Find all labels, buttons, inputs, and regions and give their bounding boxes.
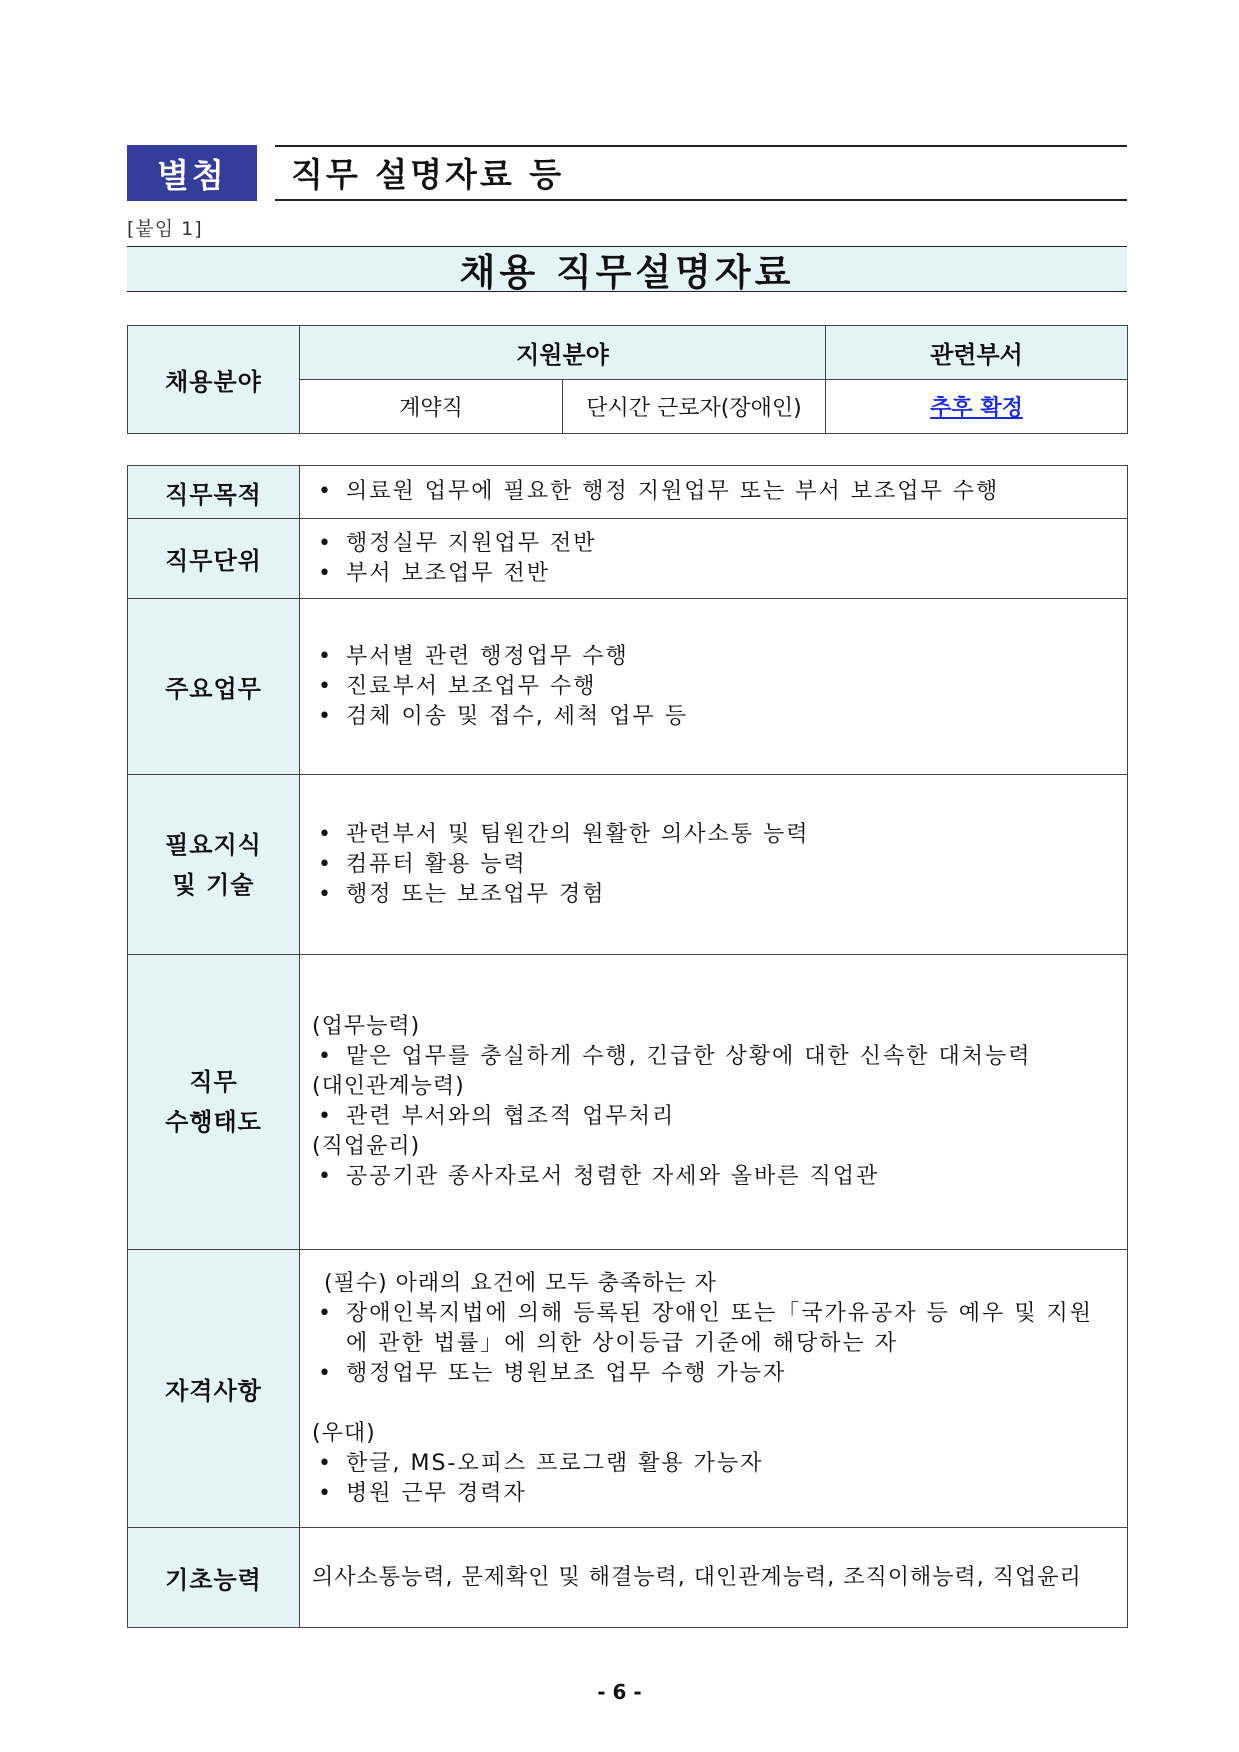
- list-item: • 맡은 업무를 충실하게 수행, 긴급한 상황에 대한 신속한 대처능력: [312, 1042, 1115, 1072]
- list-item: • 관련 부서와의 협조적 업무처리: [312, 1102, 1115, 1132]
- document-title: 채용 직무설명자료: [459, 251, 795, 294]
- attitude-row: [128, 955, 1128, 1250]
- unit-row: [128, 519, 1128, 599]
- list-item: • 행정 또는 보조업무 경험: [312, 880, 1115, 910]
- preferred-heading: (우대): [312, 1420, 376, 1446]
- qualification-label: 자격사항: [128, 1250, 300, 1528]
- attitude-heading: (업무능력): [312, 1014, 421, 1039]
- recruitment-field-table: [127, 325, 1128, 434]
- knowledge-content: [300, 775, 1128, 955]
- attitude-label-line2: 수행태도: [165, 1108, 262, 1136]
- attachment-label: [붙임 1]: [127, 218, 203, 240]
- basic-ability-label: 기초능력: [128, 1528, 300, 1628]
- section-title: 직무 설명자료 등: [291, 155, 565, 194]
- attitude-heading: (대인관계능력): [312, 1074, 465, 1099]
- qualification-row: [128, 1250, 1128, 1528]
- list-item: • 장애인복지법에 의해 등록된 장애인 또는「국가유공자 등 예우 및 지원에 관한 법률」에 의한 상이등급 기준에 해당하는 자: [312, 1299, 1115, 1359]
- basic-ability-text: 의사소통능력, 문제확인 및 해결능력, 대인관계능력, 조직이해능력, 직업윤리: [312, 1564, 1082, 1590]
- attitude-content: [300, 955, 1128, 1250]
- list-item: • 의료원 업무에 필요한 행정 지원업무 또는 부서 보조업무 수행: [312, 477, 1115, 507]
- basic-ability-row: [128, 1528, 1128, 1628]
- unit-label: 직무단위: [128, 519, 300, 599]
- attitude-label: [128, 955, 300, 1250]
- main-duties-label: 주요업무: [128, 599, 300, 775]
- dept-tbd-link[interactable]: 추후 확정: [930, 396, 1023, 421]
- recruitment-field-label: 채용분야: [128, 326, 300, 434]
- list-item: • 행정업무 또는 병원보조 업무 수행 가능자: [312, 1359, 1115, 1389]
- attachment-badge: 별첨: [127, 145, 257, 201]
- list-item: • 행정실무 지원업무 전반: [312, 529, 1115, 559]
- list-item: • 진료부서 보조업무 수행: [312, 672, 1115, 702]
- related-dept-header: 관련부서: [826, 326, 1128, 380]
- knowledge-label: [128, 775, 300, 955]
- support-type-cell: 계약직: [300, 380, 563, 434]
- purpose-content: [300, 466, 1128, 519]
- knowledge-label-line1: 필요지식: [165, 830, 262, 859]
- main-duties-row: [128, 599, 1128, 775]
- section-title-box: [275, 145, 1127, 201]
- main-duties-content: [300, 599, 1128, 775]
- knowledge-row: [128, 775, 1128, 955]
- section-header: [127, 145, 1127, 203]
- list-item: • 검체 이송 및 접수, 세척 업무 등: [312, 702, 1115, 732]
- list-item: • 한글, MS-오피스 프로그램 활용 가능자: [312, 1449, 1115, 1479]
- document-title-box: [127, 246, 1127, 292]
- support-detail-cell: 단시간 근로자(장애인): [563, 380, 826, 434]
- unit-content: [300, 519, 1128, 599]
- list-item: • 관련부서 및 팀원간의 원활한 의사소통 능력: [312, 820, 1115, 850]
- list-item: • 병원 근무 경력자: [312, 1479, 1115, 1509]
- attitude-label-line1: 직무: [189, 1068, 238, 1096]
- page-number: - 6 -: [597, 1680, 642, 1704]
- knowledge-label-line2: 및 기술: [172, 870, 255, 899]
- list-item: • 부서 보조업무 전반: [312, 559, 1115, 589]
- list-item: • 부서별 관련 행정업무 수행: [312, 642, 1115, 672]
- basic-ability-content: [300, 1528, 1128, 1628]
- support-field-header: 지원분야: [300, 326, 826, 380]
- list-item: • 컴퓨터 활용 능력: [312, 850, 1115, 880]
- required-heading: (필수) 아래의 요건에 모두 충족하는 자: [324, 1270, 717, 1296]
- related-dept-cell: [826, 380, 1128, 434]
- purpose-label: 직무목적: [128, 466, 300, 519]
- purpose-row: [128, 466, 1128, 519]
- list-item: • 공공기관 종사자로서 청렴한 자세와 올바른 직업관: [312, 1162, 1115, 1192]
- attitude-heading: (직업윤리): [312, 1134, 421, 1159]
- job-description-table: [127, 465, 1128, 1628]
- qualification-content: [300, 1250, 1128, 1528]
